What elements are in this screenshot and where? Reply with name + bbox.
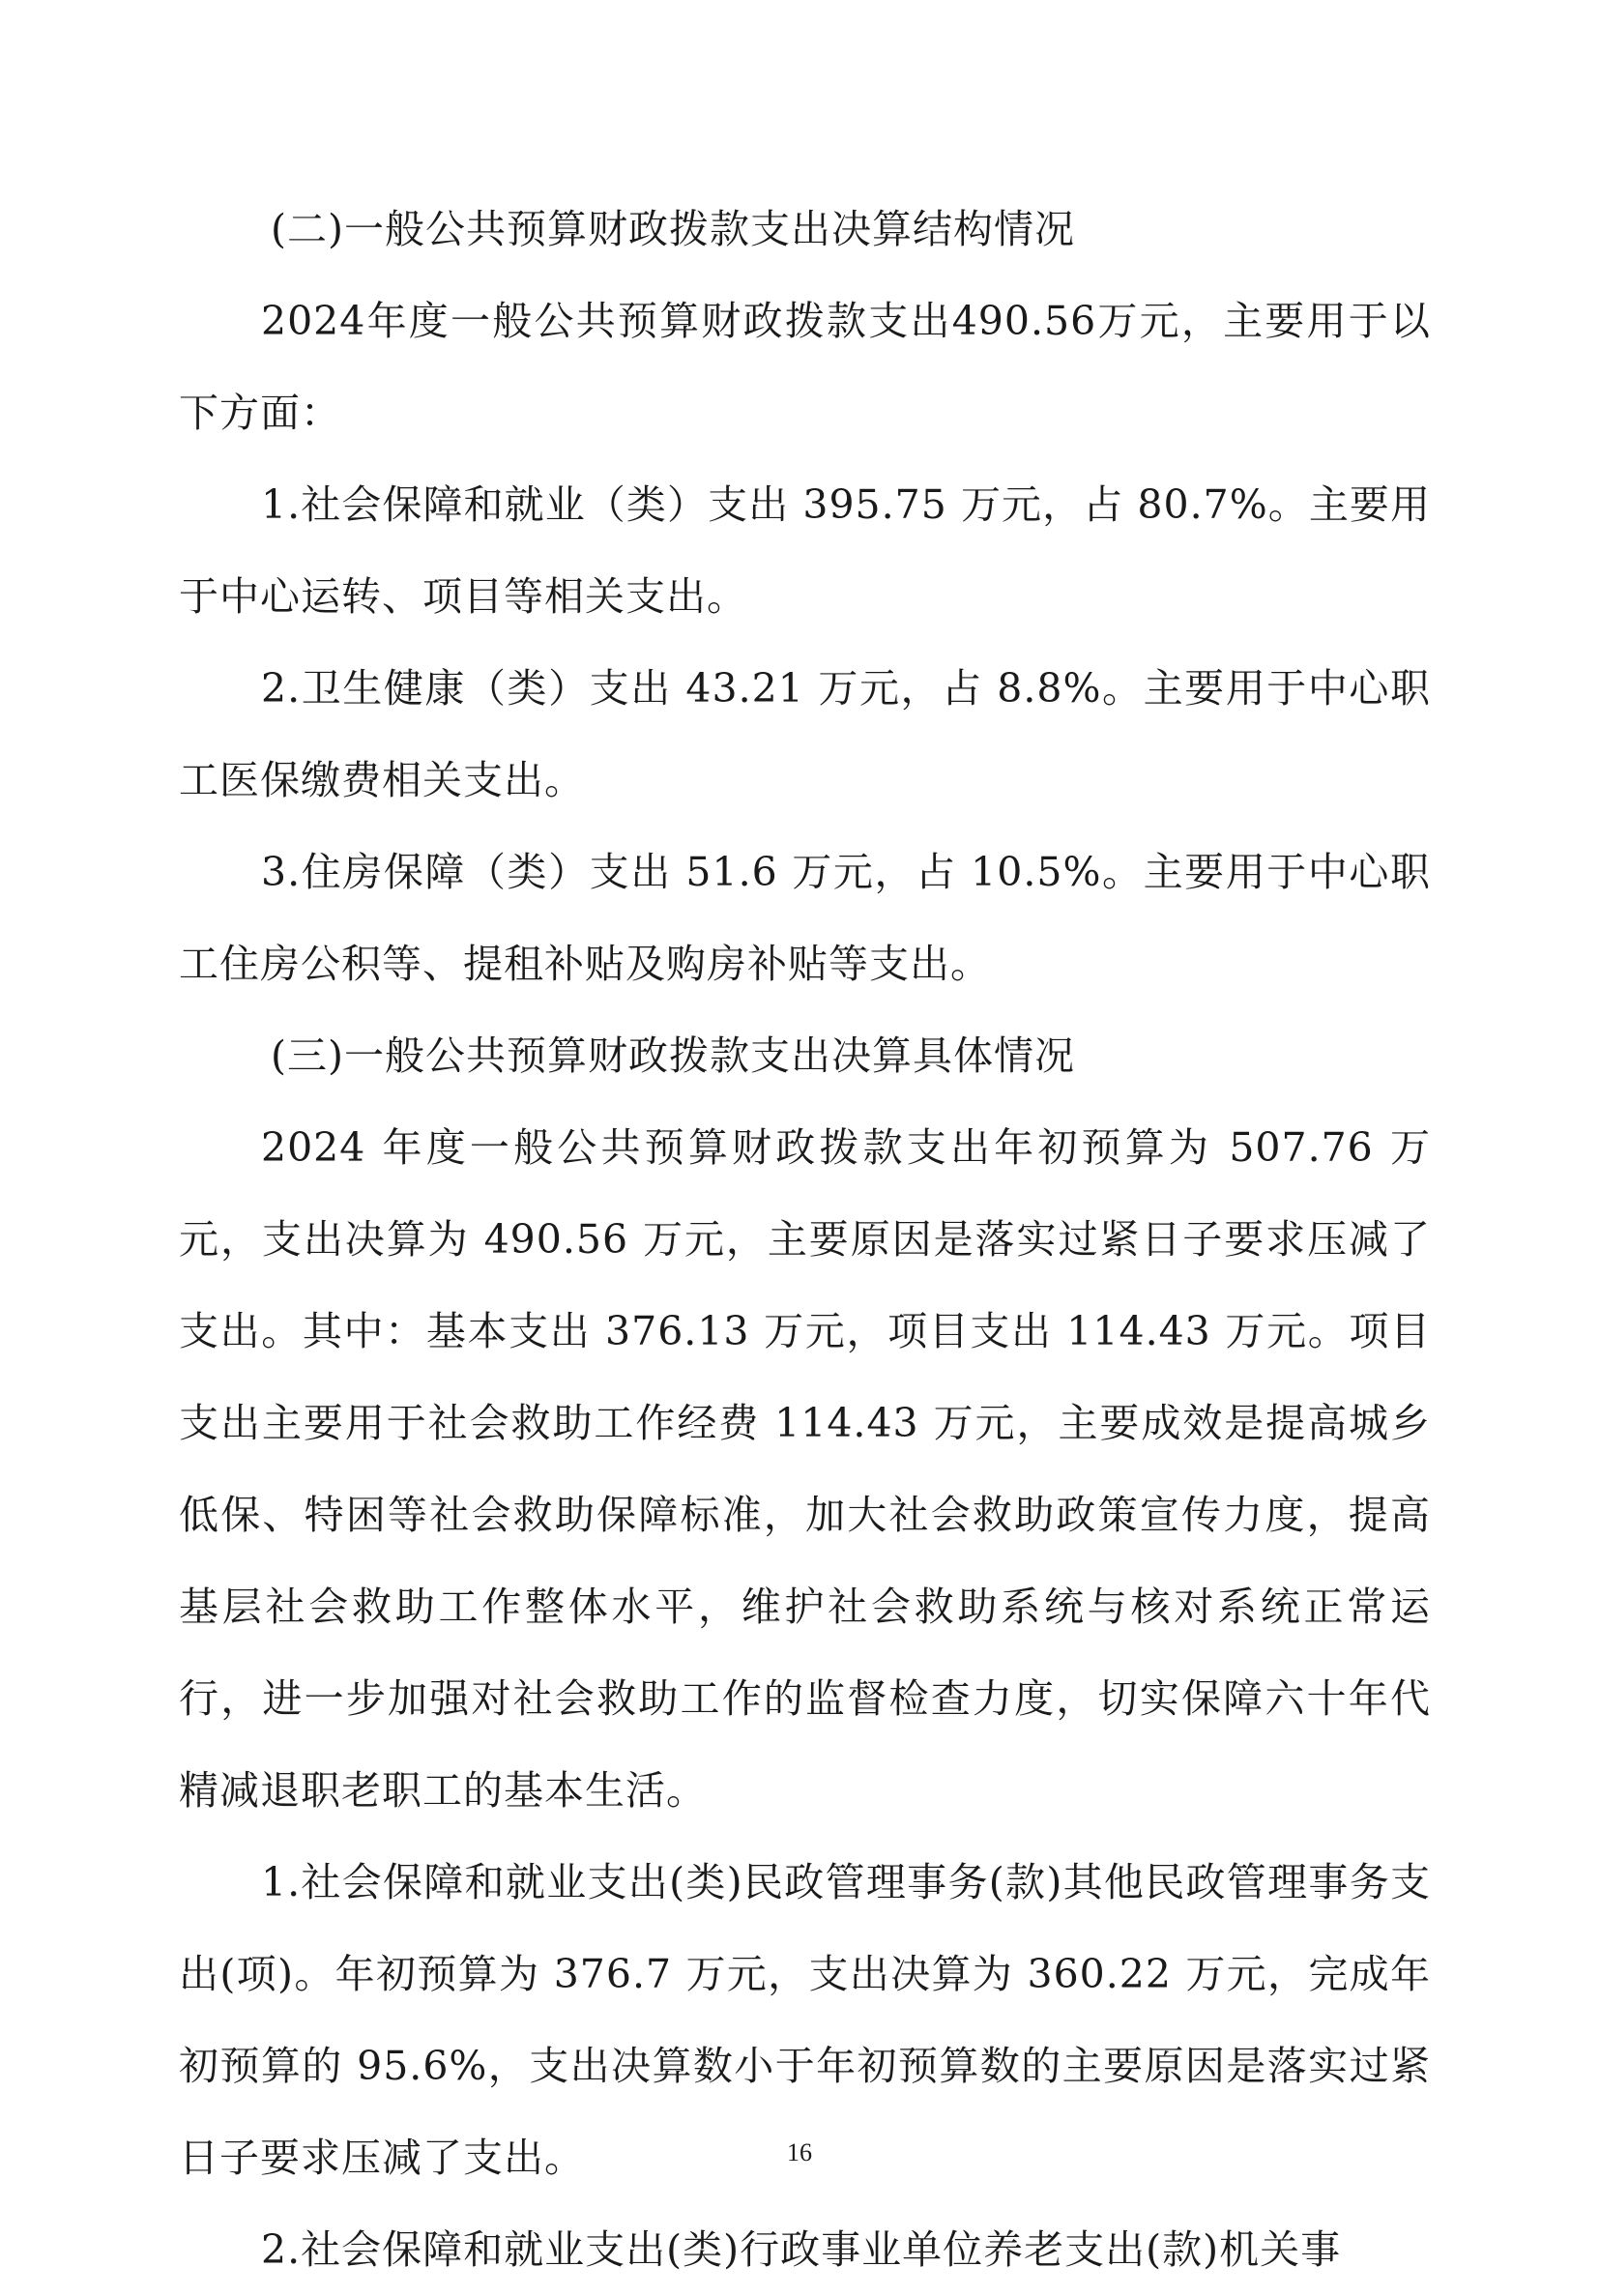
paragraph-social-security: 1.社会保障和就业（类）支出 395.75 万元，占 80.7%。主要用于中心运转、项目等相关支出。: [179, 481, 1431, 620]
page-number: 16: [787, 2138, 812, 2166]
paragraph-civil-affairs-item: 1.社会保障和就业支出(类)民政管理事务(款)其他民政管理事务支出(项)。年初预算为 376.7 万元，支出决算为 360.22 万元，完成年初预算的 95.6%，支出决算数小于年初预算数的主要原因是落实过紧日子要求压减了支出。: [179, 1859, 1431, 2181]
paragraph-housing: 3.住房保障（类）支出 51.6 万元，占 10.5%。主要用于中心职工住房公积等、提租补贴及购房补贴等支出。: [179, 849, 1431, 987]
paragraph-budget-overview: 2024 年度一般公共预算财政拨款支出年初预算为 507.76 万元，支出决算为 490.56 万元，主要原因是落实过紧日子要求压减了支出。其中：基本支出 376.13 万元，项目支出 114.43 万元。项目支出主要用于社会救助工作经费 114.43 万元，主要成效是提高城乡低保、特困等社会救助保障标准，加大社会救助政策宣传力度，提高基层社会救助工作整体水平，维护社会救助系统与核对系统正常运行，进一步加强对社会救助工作的监督检查力度，切实保障六十年代精减退职老职工的基本生活。: [179, 1124, 1431, 1814]
paragraph-expenditure-total: 2024年度一般公共预算财政拨款支出490.56万元，主要用于以下方面：: [179, 298, 1431, 436]
section-heading-expenditure-details: (三)一般公共预算财政拨款支出决算具体情况: [271, 1032, 1075, 1079]
paragraph-health: 2.卫生健康（类）支出 43.21 万元，占 8.8%。主要用于中心职工医保缴费相关支出。: [179, 665, 1431, 803]
paragraph-pension-item: 2.社会保障和就业支出(类)行政事业单位养老支出(款)机关事: [261, 2226, 1342, 2273]
document-body: [179, 184, 1431, 2296]
section-heading-expenditure-structure: (二)一般公共预算财政拨款支出决算结构情况: [271, 206, 1075, 252]
